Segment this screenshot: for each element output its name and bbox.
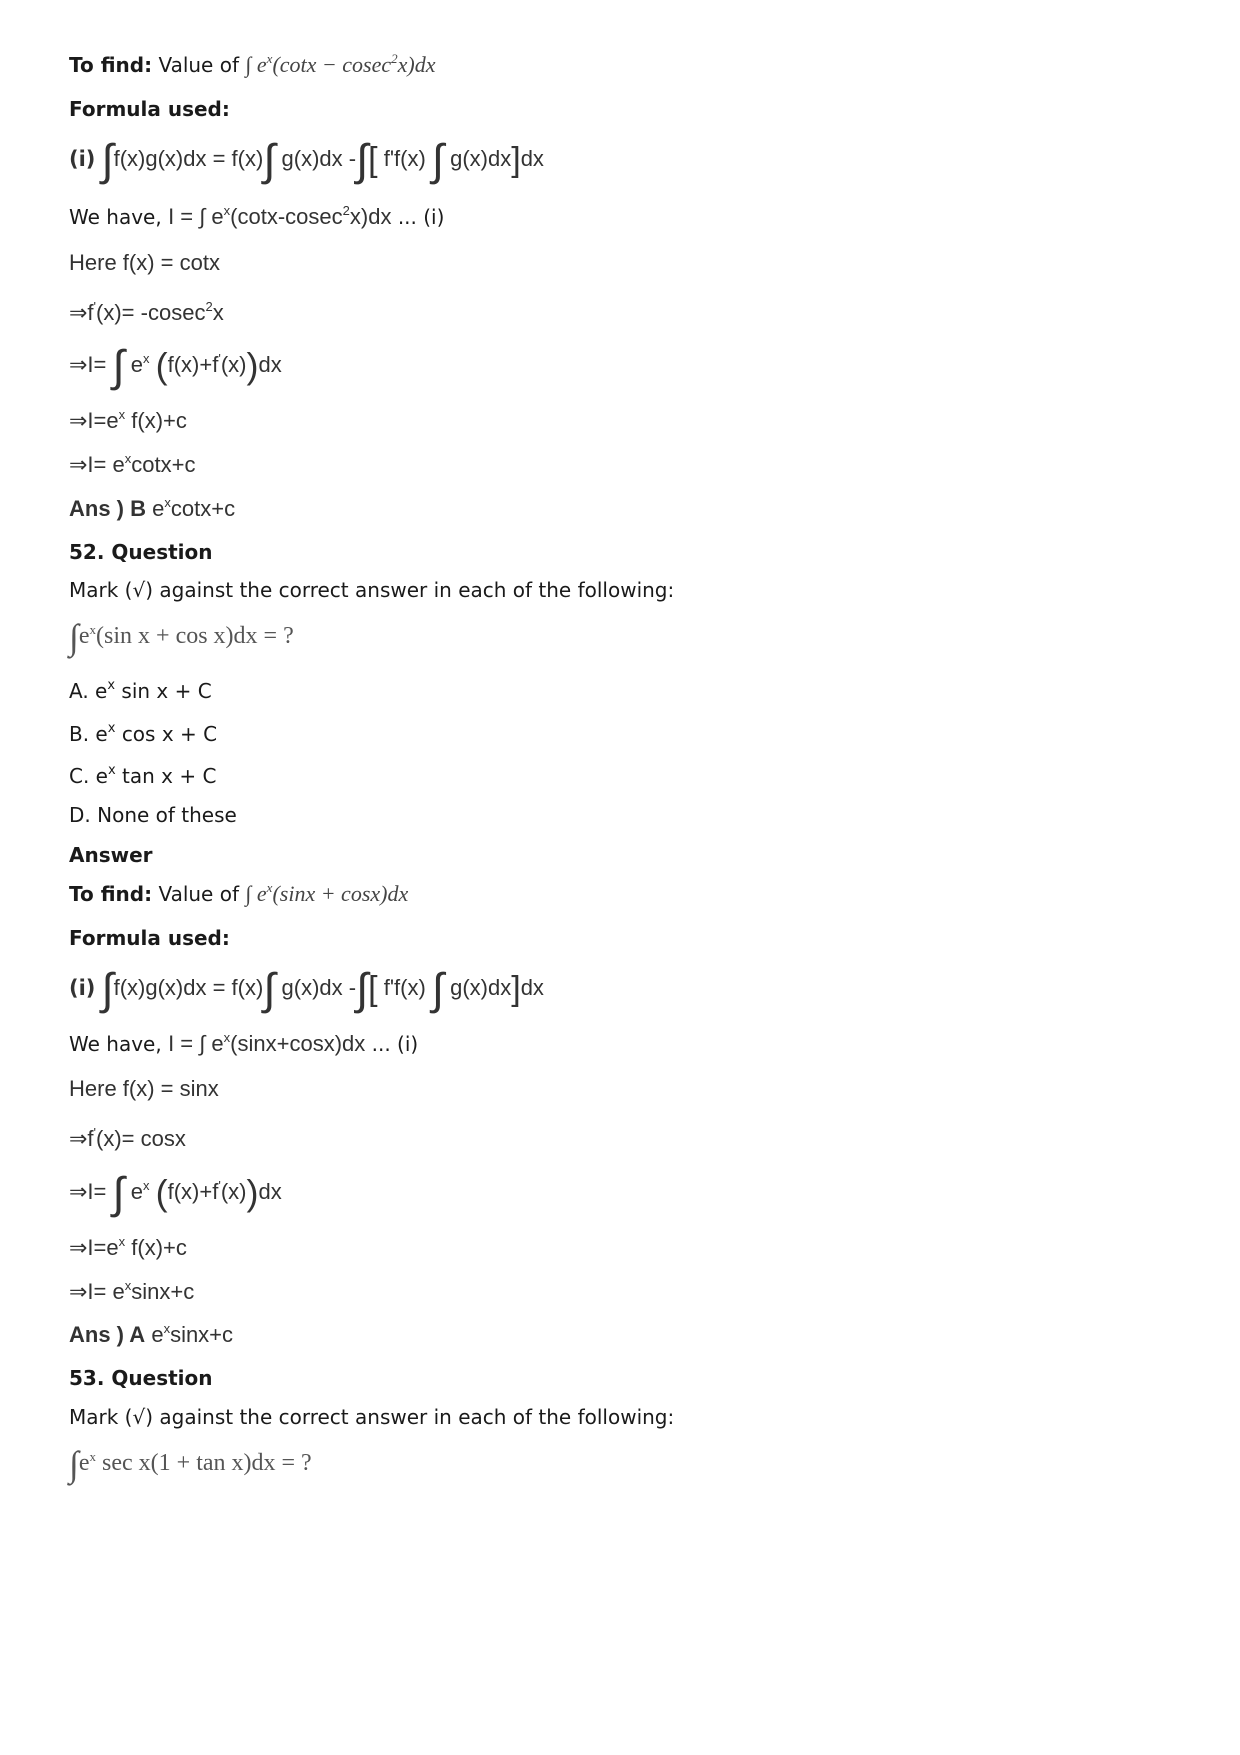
answer-heading: Answer bbox=[69, 843, 153, 867]
to-find-expression: ∫ $e^x(\cot x - cosec^2x)dx$ bbox=[245, 51, 436, 77]
result-step-line-2: $\Rightarrow I=e^x$ f(x)+c bbox=[69, 1234, 187, 1260]
final-step-line: ⇒I= $e^x\cot x+c$ bbox=[69, 451, 196, 477]
question-52-prompt: Mark (√) against the correct answer in each of the following: bbox=[69, 578, 675, 602]
f-prime-line: ⇒f'(x)= -cosec$^2$x bbox=[69, 299, 224, 325]
option-c[interactable]: C. $e^x$ tan x + C bbox=[69, 763, 217, 788]
we-have-expression: I = ∫ $e^x(\cot x-cosec^2x)dx$ bbox=[168, 203, 392, 229]
answer-line-2: Ans ) A $e^x\sin x+c$ bbox=[69, 1321, 234, 1347]
integral-step-line: ⇒I= ∫ $e^x$ (f(x)+f'(x))dx bbox=[69, 342, 282, 391]
question-53-prompt: Mark (√) against the correct answer in each of the following: bbox=[69, 1405, 675, 1429]
formula-used-heading: Formula used: bbox=[69, 97, 230, 121]
f-prime-line-2: ⇒f'(x)= cosx bbox=[69, 1125, 186, 1151]
integral-step-line-2: ⇒I= ∫ $e^x$ (f(x)+f'(x))dx bbox=[69, 1169, 282, 1218]
here-f-line-2: Here f(x) = sinx bbox=[69, 1076, 219, 1101]
to-find-line bbox=[69, 51, 435, 79]
to-find-text: Value of bbox=[158, 53, 239, 77]
option-b[interactable]: B. $e^x$ cos x + C bbox=[69, 721, 218, 746]
option-d[interactable]: D. None of these bbox=[69, 803, 237, 827]
question-53-heading: 53. Question bbox=[69, 1366, 213, 1390]
to-find-line-2: To find: Value of ∫ $e^x(\sin x + \cos x)dx$ bbox=[69, 880, 409, 906]
result-step-line: $\Rightarrow I=e^x$ f(x)+c bbox=[69, 407, 187, 433]
question-52-expression: $\int e^x(\sin$ x + cos x)dx = ? bbox=[69, 617, 294, 657]
we-have-line-2: We have, I = ∫ $e^x(\sin x+\cos x)dx$ ... (i) bbox=[69, 1030, 419, 1056]
we-have-line: We have, I = ∫ $e^x(\cot x-cosec^2x)dx$ ... (i) bbox=[69, 203, 445, 229]
here-f-line: Here f(x) = cotx bbox=[69, 250, 220, 275]
answer-line: Ans ) B $e^x\cot x+c$ bbox=[69, 495, 236, 521]
integration-by-parts-formula-2: (i) ∫f(x)g(x)dx = f(x)∫ g(x)dx -∫[ f'f(x) ∫ g(x)dx]dx bbox=[69, 965, 544, 1014]
question-52-heading: 52. Question bbox=[69, 540, 213, 564]
final-step-line-2: ⇒I= $e^x\sin x+c$ bbox=[69, 1278, 195, 1304]
option-a[interactable]: A. $e^x$ sin x + C bbox=[69, 678, 212, 703]
to-find-label: To find: bbox=[69, 53, 153, 77]
question-53-expression: $\int e^x$ sec x(1 + tan x)dx = ? bbox=[69, 1444, 312, 1484]
integration-by-parts-formula: (i) ∫f(x)g(x)dx = f(x)∫ g(x)dx -∫[ f'f(x) ∫ g(x)dx]dx bbox=[69, 136, 544, 185]
formula-used-heading-2: Formula used: bbox=[69, 926, 230, 950]
